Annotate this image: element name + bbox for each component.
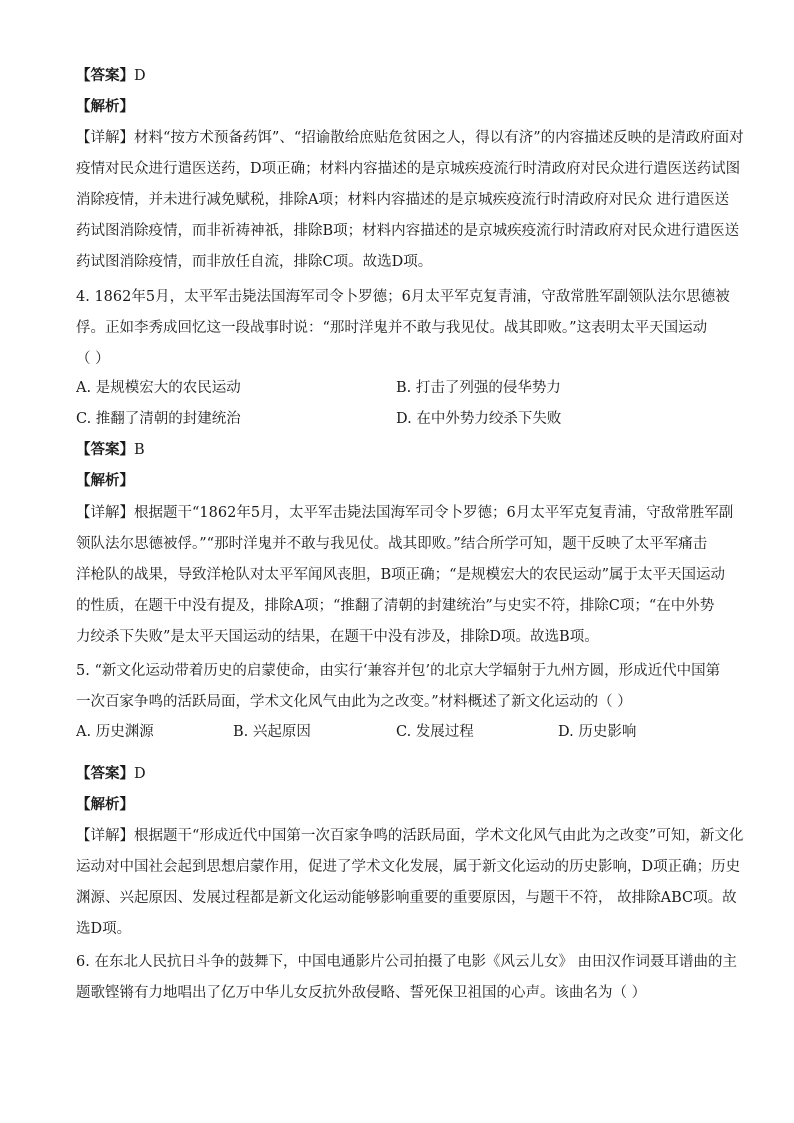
detail-line: 【详解】根据题干“1862年5月，太平军击毙法国海军司令卜罗德；6月太平军克复青浦，守敌常胜军副 [76, 505, 734, 521]
q3-detail [76, 123, 744, 278]
stem-line: 5. “新文化运动带着历史的启蒙使命，由实行‘兼容并包’的北京大学辐射于九州方圆，形成近代中国第 [76, 663, 721, 679]
q5-analysis-label: 【解析】 [76, 796, 134, 813]
q5-option-c: C. 发展过程 [396, 724, 474, 740]
detail-line: 选D项。 [76, 921, 132, 937]
q4-option-a: A. 是规模宏大的农民运动 [76, 380, 241, 396]
q4-answer [76, 440, 145, 460]
answer-label: 【答案】 [76, 765, 134, 782]
stem-line: 6. 在东北人民抗日斗争的鼓舞下，中国电通影片公司拍摄了电影《风云儿女》 由田汉作词聂耳谱曲的主 [76, 954, 738, 970]
q4-analysis-label: 【解析】 [76, 472, 134, 489]
detail-line: 药试图消除疫情，而非放任自流，排除C项。故选D项。 [76, 254, 433, 270]
q3-answer [76, 66, 146, 86]
detail-line: 【详解】材料“按方术预备药饵”、“招谕散给庶贴危贫困之人，得以有济”的内容描述反映的是清政府面对 [76, 130, 744, 146]
detail-line: 渊源、兴起原因、发展过程都是新文化运动能够影响重要的重要原因，与题干不符， 故排除ABC项。故 [76, 890, 737, 906]
q6-stem [76, 947, 738, 1009]
q3-analysis-label: 【解析】 [76, 98, 134, 115]
detail-line: 药试图消除疫情，而非祈祷神祇，排除B项；材料内容描述的是京城疾疫流行时清政府对民众进行遣医送 [76, 223, 740, 239]
q4-option-c: C. 推翻了清朝的封建统治 [76, 411, 241, 427]
q5-option-a: A. 历史渊源 [76, 724, 154, 740]
q4-stem [76, 282, 730, 375]
detail-line: 洋枪队的战果，导致洋枪队对太平军闻风丧胆，B项正确；“是规模宏大的农民运动”属于太平天国运动 [76, 567, 725, 583]
detail-line: 领队法尔思德被俘。”“那时洋鬼并不敢与我见仗。战其即败。”结合所学可知，题干反映了太平军痛击 [76, 536, 708, 552]
detail-line: 力绞杀下失败”是太平天国运动的结果，在题干中没有涉及，排除D项。故选B项。 [76, 629, 599, 645]
stem-line: 俘。正如李秀成回忆这一段战事时说：“那时洋鬼并不敢与我见仗。战其即败。”这表明太平天国运动 [76, 320, 708, 336]
answer-label: 【答案】 [76, 441, 134, 458]
detail-line: 运动对中国社会起到思想启蒙作用，促进了学术文化发展，属于新文化运动的历史影响，D项正确；历史 [76, 859, 741, 875]
q5-answer [76, 764, 146, 784]
stem-line: 4. 1862年5月，太平军击毙法国海军司令卜罗德；6月太平军克复青浦，守敌常胜军副领队法尔思德被 [76, 289, 730, 305]
q4-detail [76, 498, 734, 653]
q5-option-b: B. 兴起原因 [233, 724, 311, 740]
stem-line: （ ） [76, 351, 110, 367]
answer-label: 【答案】 [76, 67, 134, 84]
q5-stem [76, 656, 721, 718]
detail-line: 消除疫情，并未进行减免赋税，排除A项；材料内容描述的是京城疾疫流行时清政府对民众 进行遣医送 [76, 192, 730, 208]
q4-option-d: D. 在中外势力绞杀下失败 [396, 411, 562, 427]
stem-line: 一次百家争鸣的活跃局面，学术文化风气由此为之改变。”材料概述了新文化运动的（ ） [76, 694, 632, 710]
q5-option-d: D. 历史影响 [558, 724, 637, 740]
detail-line: 疫情对民众进行遣医送药，D项正确；材料内容描述的是京城疾疫流行时清政府对民众进行遣医送药试图 [76, 161, 741, 177]
detail-line: 【详解】根据题干“形成近代中国第一次百家争鸣的活跃局面，学术文化风气由此为之改变”可知，新文化 [76, 828, 744, 844]
q4-option-b: B. 打击了列强的侵华势力 [396, 380, 561, 396]
answer-value: D [134, 766, 146, 782]
answer-value: D [134, 68, 146, 84]
answer-value: B [134, 442, 145, 458]
stem-line: 题歌铿锵有力地唱出了亿万中华儿女反抗外敌侵略、誓死保卫祖国的心声。该曲名为（ ） [76, 985, 647, 1001]
detail-line: 的性质，在题干中没有提及，排除A项；“推翻了清朝的封建统治”与史实不符，排除C项；“在中外势 [76, 598, 715, 614]
q5-detail [76, 821, 744, 945]
